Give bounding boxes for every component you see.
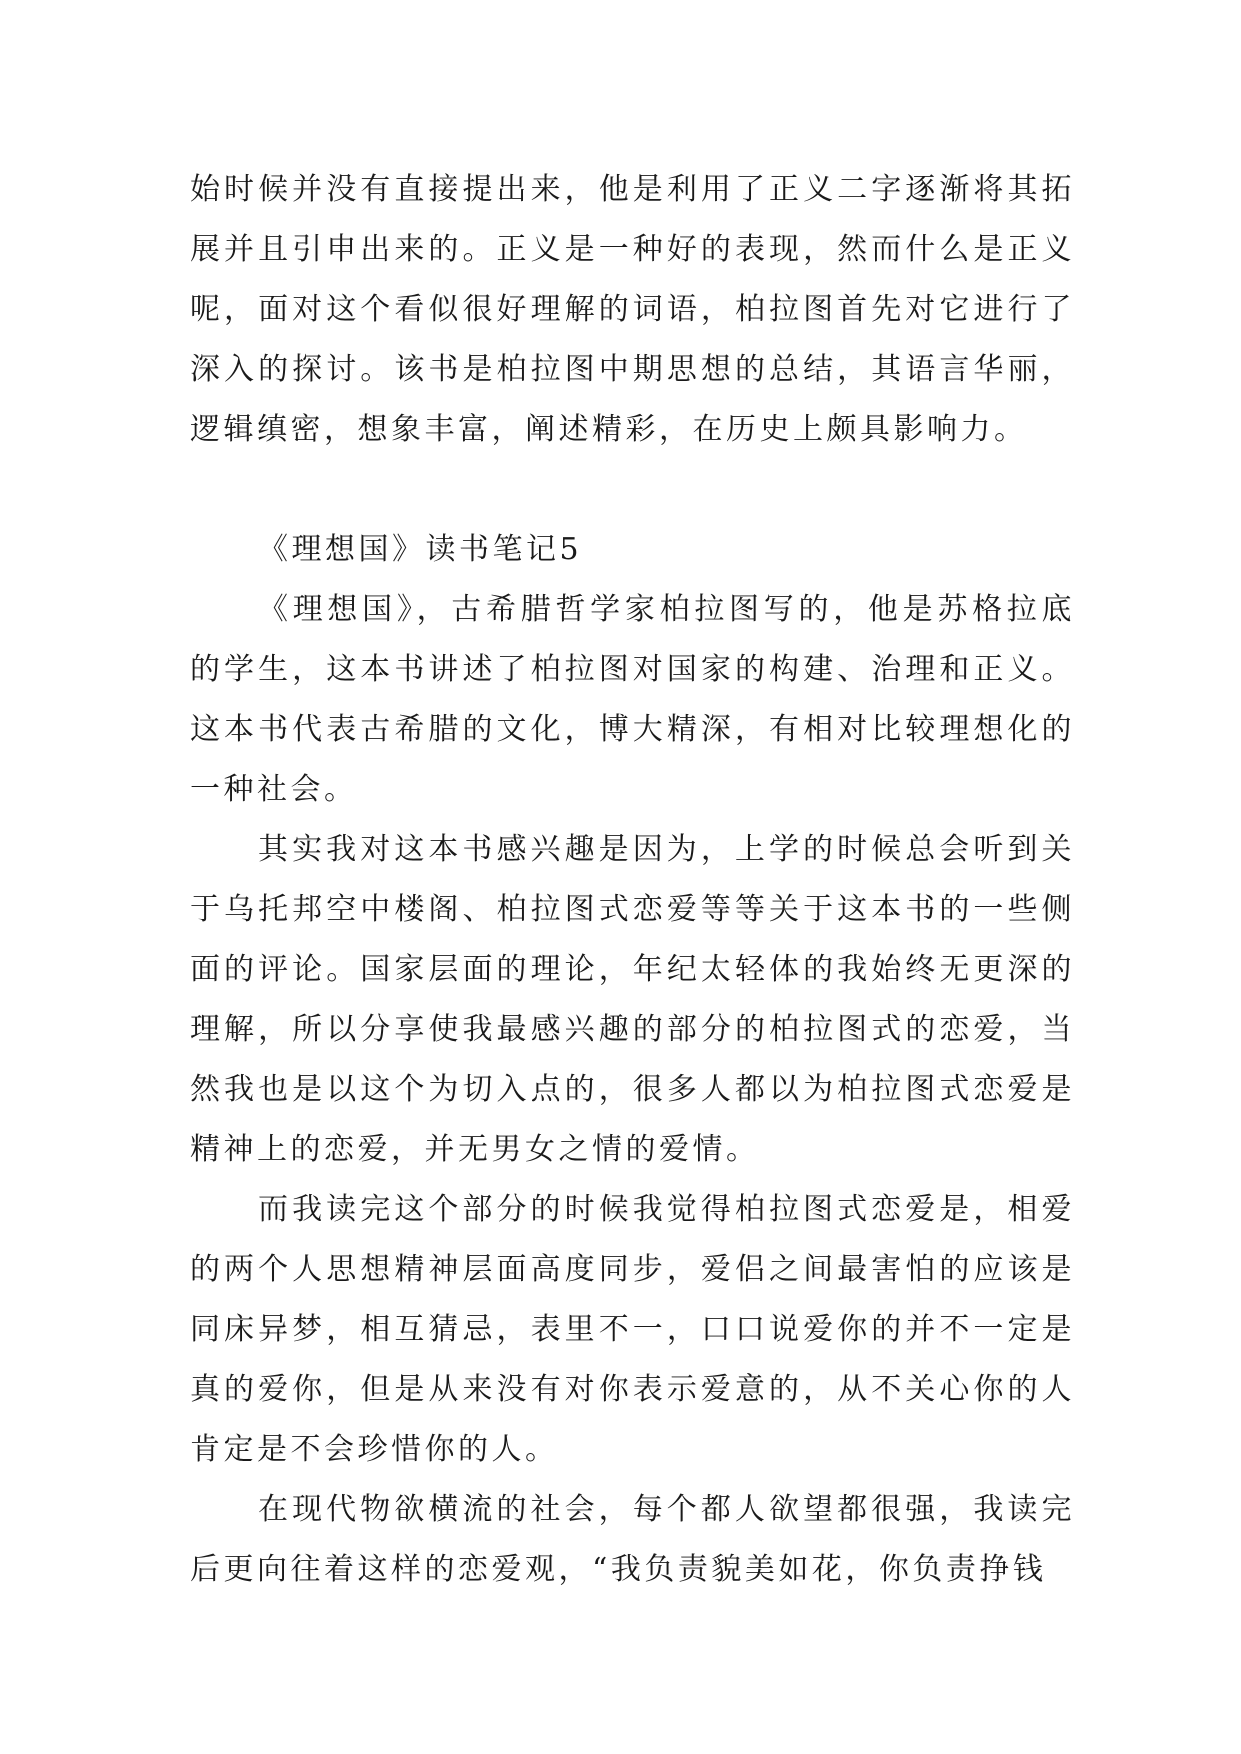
body-paragraph-1: 《理想国》，古希腊哲学家柏拉图写的，他是苏格拉底的学生，这本书讲述了柏拉图对国家的构建、治理和正义。这本书代表古希腊的文化，博大精深，有相对比较理想化的一种社会。 xyxy=(190,592,1075,807)
section-heading: 《理想国》读书笔记5 xyxy=(258,532,583,567)
continuation-paragraph: 始时候并没有直接提出来，他是利用了正义二字逐渐将其拓展并且引申出来的。正义是一种好的表现，然而什么是正义呢，面对这个看似很好理解的词语，柏拉图首先对它进行了深入的探讨。该书是柏拉图中期思想的总结，其语言华丽，逻辑缜密，想象丰富，阐述精彩，在历史上颇具影响力。 xyxy=(190,172,1075,447)
body-paragraph-2: 其实我对这本书感兴趣是因为，上学的时候总会听到关于乌托邦空中楼阁、柏拉图式恋爱等等关于这本书的一些侧面的评论。国家层面的理论，年纪太轻体的我始终无更深的理解，所以分享使我最感兴趣的部分的柏拉图式的恋爱，当然我也是以这个为切入点的，很多人都以为柏拉图式恋爱是精神上的恋爱，并无男女之情的爱情。 xyxy=(190,832,1075,1167)
body-paragraph-3: 而我读完这个部分的时候我觉得柏拉图式恋爱是，相爱的两个人思想精神层面高度同步，爱侣之间最害怕的应该是同床异梦，相互猜忌，表里不一，口口说爱你的并不一定是真的爱你，但是从来没有对你表示爱意的，从不关心你的人肯定是不会珍惜你的人。 xyxy=(190,1192,1075,1467)
section-gap xyxy=(190,460,1075,520)
document-body xyxy=(190,160,1075,1600)
body-paragraph-4: 在现代物欲横流的社会，每个都人欲望都很强，我读完后更向往着这样的恋爱观，“我负责貌美如花，你负责挣钱 xyxy=(190,1492,1075,1587)
